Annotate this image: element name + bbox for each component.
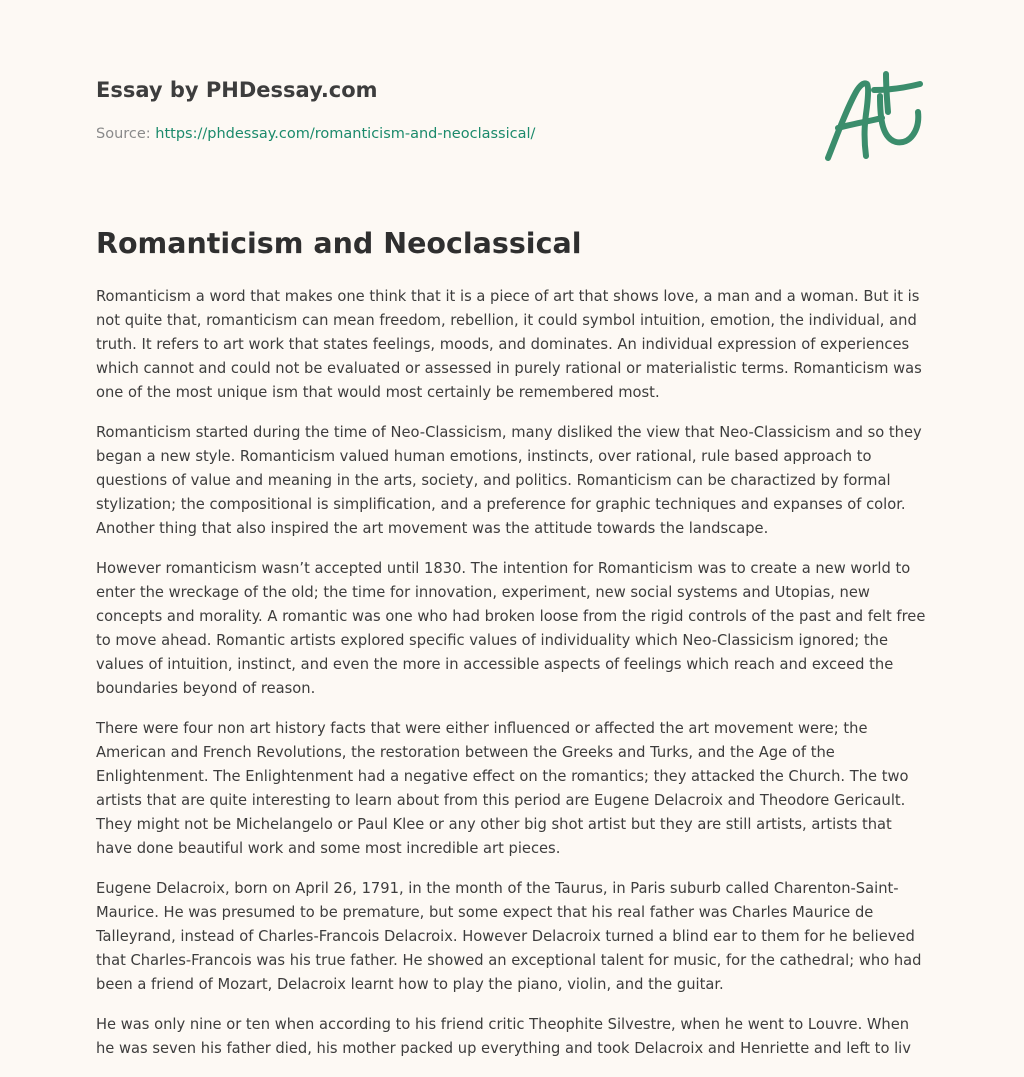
source-label: Source: — [96, 126, 151, 142]
site-brand: Essay by PHDessay.com — [96, 78, 378, 102]
essay-paragraph: Eugene Delacroix, born on April 26, 1791, in the month of the Taurus, in Paris suburb called Charenton-Saint-Maurice. He was presumed to be premature, but some expect that his real father was Charles Maurice de Talleyrand, instead of Charles-Francois Delacroix. However Delacroix turned a blind ear to them for he believed that Charles-Francois was his true father. He showed an exceptional talent for music, for the cathedral; who had been a friend of Mozart, Delacroix learnt how to play the piano, violin, and the guitar. — [96, 880, 922, 993]
essay-body — [96, 285, 932, 1077]
essay-paragraph: He was only nine or ten when according to his friend critic Theophite Silvestre, when he went to Louvre. When he was seven his father died, his mother packed up everything and took Delacroix and Henriette and left to liv — [96, 1016, 911, 1057]
source-line — [96, 124, 796, 144]
a-plus-grade-logo-icon — [822, 66, 930, 166]
essay-paragraph: There were four non art history facts that were either influenced or affected the art movement were; the American and French Revolutions, the restoration between the Greeks and Turks, and the Age of the Enlightenment. The Enlightenment had a negative effect on the romantics; they attacked the Church. The two artists that are quite interesting to learn about from this period are Eugene Delacroix and Theodore Gericault. They might not be Michelangelo or Paul Klee or any other big shot artist but they are still artists, artists that have done beautiful work and some most incredible art pieces. — [96, 720, 909, 857]
essay-header — [96, 76, 796, 144]
essay-paragraph: However romanticism wasn’t accepted until 1830. The intention for Romanticism was to create a new world to enter the wreckage of the old; the time for innovation, experiment, new social systems and Utopias, new concepts and morality. A romantic was one who had broken loose from the rigid controls of the past and felt free to move ahead. Romantic artists explored specific values of individuality which Neo-Classicism ignored; the values of intuition, instinct, and even the more in accessible aspects of feelings which reach and exceed the boundaries beyond of reason. — [96, 560, 926, 697]
essay-paragraph: Romanticism started during the time of Neo-Classicism, many disliked the view that Neo-Classicism and so they began a new style. Romanticism valued human emotions, instincts, over rational, rule based approach to questions of value and meaning in the arts, society, and politics. Romanticism can be charactized by formal stylization; the compositional is simplification, and a preference for graphic techniques and expanses of color. Another thing that also inspired the art movement was the attitude towards the landscape. — [96, 424, 922, 537]
essay-paragraph: Romanticism a word that makes one think that it is a piece of art that shows love, a man and a woman. But it is not quite that, romanticism can mean freedom, rebellion, it could symbol intuition, emotion, the individual, and truth. It refers to art work that states feelings, moods, and dominates. An individual expression of experiences which cannot and could not be evaluated or assessed in purely rational or materialistic terms. Romanticism was one of the most unique ism that would most certainly be remembered most. — [96, 288, 922, 401]
essay-title: Romanticism and Neoclassical — [96, 227, 582, 260]
source-link[interactable]: https://phdessay.com/romanticism-and-neoclassical/ — [155, 126, 536, 142]
